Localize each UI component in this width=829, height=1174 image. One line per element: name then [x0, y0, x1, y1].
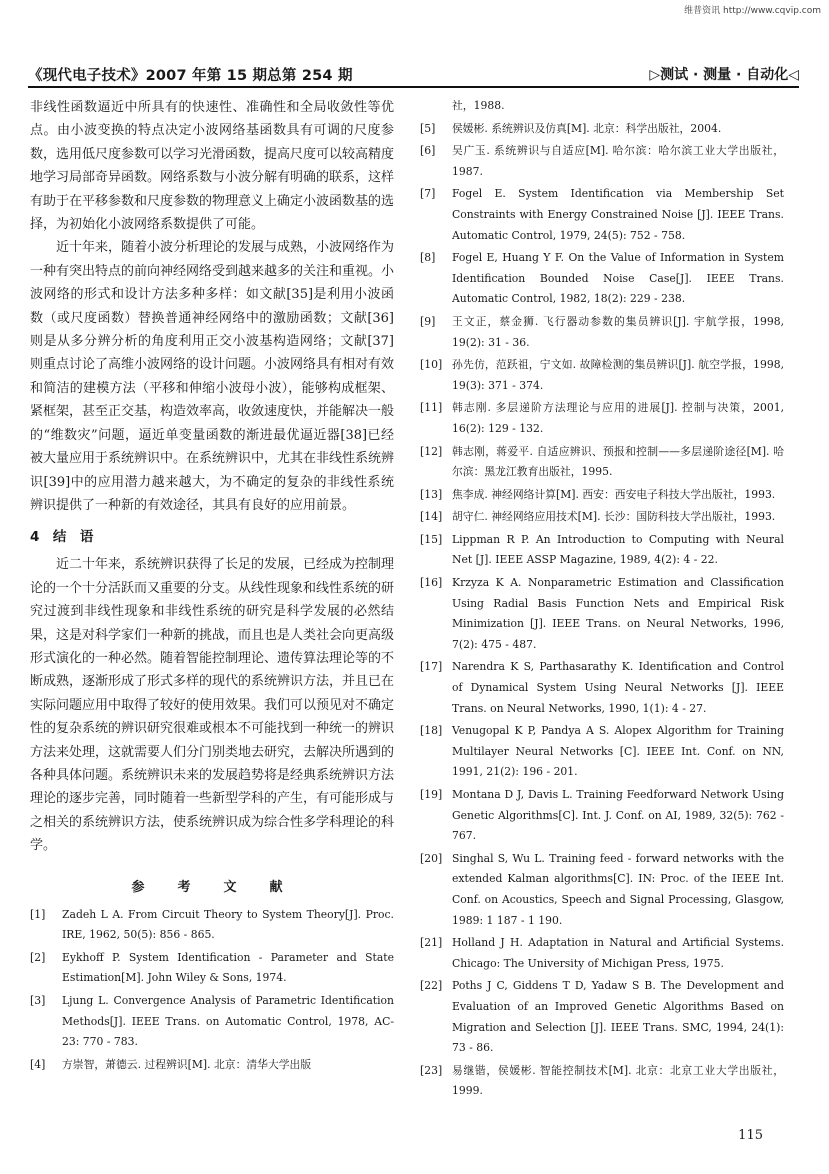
reference-number: [23] — [420, 1063, 443, 1077]
reference-entry — [420, 976, 784, 1058]
reference-entry — [420, 312, 784, 353]
reference-text: Narendra K S, Parthasarathy K. Identification and Control of Dynamical System Using Neural Networks [J]. IEEE Trans. on Neural Networks, 1990, 1(1): 4 - 27. — [452, 660, 784, 715]
reference-text: Montana D J, Davis L. Training Feedforward Network Using Genetic Algorithms[C]. Int. J. Conf. on AI, 1989, 32(5): 762 - 767. — [452, 788, 784, 843]
reference-entry — [30, 948, 394, 989]
reference-text: Zadeh L A. From Circuit Theory to System Theory[J]. Proc. IRE, 1962, 50(5): 856 - 865. — [62, 907, 394, 942]
page-number: 115 — [738, 1128, 763, 1143]
reference-number: [13] — [420, 487, 443, 501]
reference-entry — [420, 485, 784, 506]
reference-number: [5] — [420, 121, 436, 135]
reference-entry — [420, 96, 784, 117]
reference-text: 吴广玉. 系统辨识与自适应[M]. 哈尔滨：哈尔滨工业大学出版社，1987. — [452, 144, 784, 178]
reference-number: [15] — [420, 532, 443, 546]
reference-entry — [420, 785, 784, 847]
reference-entry — [420, 573, 784, 655]
reference-text: 韩志刚. 多层递阶方法理论与应用的进展[J]. 控制与决策，2001, 16(2): 129 - 132. — [452, 401, 784, 435]
reference-entry — [420, 849, 784, 931]
reference-entry — [420, 398, 784, 439]
reference-text: Fogel E, Huang Y F. On the Value of Information in System Identification Bounded Noise Case[J]. IEEE Trans. Automatic Control, 1982, 18(2): 229 - 238. — [452, 251, 784, 306]
reference-text: 胡守仁. 神经网络应用技术[M]. 长沙：国防科技大学出版社，1993. — [452, 510, 776, 524]
reference-number: [9] — [420, 314, 436, 328]
reference-text: 王文正，蔡金狮. 飞行器动参数的集员辨识[J]. 宇航学报，1998, 19(2): 31 - 36. — [452, 314, 784, 349]
reference-entry — [30, 905, 394, 946]
reference-number: [19] — [420, 788, 443, 801]
reference-number: [2] — [30, 950, 46, 964]
reference-entry — [30, 991, 394, 1053]
reference-text: 侯媛彬. 系统辨识及仿真[M]. 北京：科学出版社，2004. — [452, 121, 722, 135]
reference-entry — [420, 184, 784, 246]
reference-text: Singhal S, Wu L. Training feed - forward networks with the extended Kalman algorithms[C]. IN: Proc. of the IEEE Int. Conf. on Acoustics, Speech and Signal Processing, Glasgow, 1989: 1 187 - 1 190. — [452, 851, 784, 927]
reference-entry — [420, 721, 784, 783]
reference-text: 韩志刚，蒋爱平. 自适应辨识、预报和控制——多层递阶途径[M]. 哈尔滨：黑龙江教育出版社，1995. — [452, 444, 784, 479]
reference-text: Krzyza K A. Nonparametric Estimation and Classification Using Radial Basis Function Nets and Empirical Risk Minimization [J]. IEEE Trans. on Neural Networks, 1996, 7(2): 475 - 487. — [452, 576, 784, 651]
reference-number: [18] — [420, 724, 443, 738]
reference-text: Lippman R P. An Introduction to Computing with Neural Net [J]. IEEE ASSP Magazine, 1989, 4(2): 4 - 22. — [452, 532, 784, 567]
body-paragraph: 非线性函数逼近中所具有的快速性、准确性和全局收敛性等优点。由小波变换的特点决定小波网络基函数具有可调的尺度参数，选用低尺度参数可以学习光滑函数，提高尺度可以较高精度地学习局部奇异函数。网络系数与小波分解有明确的联系，这样有助于在平移参数和尺度参数的物理意义上确定小波函数基的选择，为初始化小波网络系数提供了可能。 — [30, 100, 395, 233]
reference-number: [6] — [420, 144, 436, 158]
reference-entry — [420, 119, 784, 140]
section-label: ▷测试 · 测量 · 自动化◁ — [649, 67, 799, 83]
reference-number: [12] — [420, 444, 443, 458]
section-heading: 4 结 语 — [30, 529, 94, 546]
reference-number: [14] — [420, 510, 443, 524]
reference-number: [20] — [420, 851, 443, 865]
reference-number: [1] — [30, 907, 46, 921]
reference-entry — [420, 530, 784, 571]
running-header — [28, 62, 799, 88]
watermark: 维普资讯 http://www.cqvip.com — [684, 6, 821, 16]
reference-entry — [420, 248, 784, 310]
reference-number: [17] — [420, 660, 443, 674]
reference-text: 孙先仿，范跃祖，宁文如. 故障检测的集员辨识[J]. 航空学报，1998, 19(3): 371 - 374. — [452, 358, 784, 392]
reference-number: [21] — [420, 936, 443, 950]
reference-number: [3] — [30, 993, 46, 1007]
references-heading: 参 考 文 献 — [131, 879, 293, 895]
body-paragraph: 近十年来，随着小波分析理论的发展与成熟，小波网络作为一种有突出特点的前向神经网络受到越来越多的关注和重视。小波网络的形式和设计方法多种多样：如文献[35]是利用小波函数（或尺度函数）替换普通神经网络中的激励函数；文献[36]则是从多分辨分析的角度利用正交小波基构造网络；文献[37]则重点讨论了高维小波网络的设计问题。小波网络具有相对有效和简洁的建模方法（平移和伸缩小波母小波），能够构成框架、紧框架，甚至正交基，构造效率高，收敛速度快，并能解决一般的“维数灾”问题，逼近单变量函数的渐进最优逼近器[38]已经被大量应用于系统辨识中。在系统辨识中，尤其在非线性系统辨识[39]中的应用潜力越来越大，为不确定的复杂的非线性系统辨识提供了一种新的有效途径，其具有良好的应用前景。 — [30, 240, 395, 513]
reference-number: [4] — [30, 1057, 46, 1071]
reference-number: [7] — [420, 187, 436, 201]
reference-entry — [420, 355, 784, 396]
reference-number: [8] — [420, 251, 436, 265]
reference-number: [22] — [420, 979, 443, 993]
reference-entry — [420, 442, 784, 483]
journal-issue: 《现代电子技术》2007 年第 15 期总第 254 期 — [28, 68, 353, 84]
reference-text: Holland J H. Adaptation in Natural and Artificial Systems. Chicago: The University of Michigan Press, 1975. — [452, 936, 784, 970]
reference-number: [10] — [420, 358, 443, 372]
reference-text: Venugopal K P, Pandya A S. Alopex Algorithm for Training Multilayer Neural Networks [C]. IEEE Int. Conf. on NN, 1991, 21(2): 196 - 201. — [452, 724, 784, 779]
reference-text: 易继锴，侯媛彬. 智能控制技术[M]. 北京：北京工业大学出版社，1999. — [452, 1063, 784, 1098]
left-column — [30, 96, 394, 1077]
right-column — [420, 96, 784, 1104]
reference-entry — [30, 1055, 394, 1076]
reference-number: [11] — [420, 401, 443, 415]
reference-entry — [420, 141, 784, 182]
reference-text: 焦李成. 神经网络计算[M]. 西安：西安电子科技大学出版社，1993. — [452, 487, 776, 501]
reference-text: Poths J C, Giddens T D, Yadaw S B. The Development and Evaluation of an Improved Genetic Algorithms Based on Migration and Selection [J]. IEEE Trans. SMC, 1994, 24(1): 73 - 86. — [452, 979, 784, 1055]
reference-text: Ljung L. Convergence Analysis of Parametric Identification Methods[J]. IEEE Trans. on Automatic Control, 1978, AC-23: 770 - 783. — [62, 993, 394, 1049]
reference-entry — [420, 1061, 784, 1102]
conclusion-paragraph: 近二十年来，系统辨识获得了长足的发展，已经成为控制理论的一个十分活跃而又重要的分支。从线性现象和线性系统的研究过渡到非线性现象和非线性系统的研究是科学发展的必然结果，这是对科学家们一种新的挑战，而且也是人类社会向更高级形式演化的一种必然。随着智能控制理论、遗传算法理论等的不断成熟，逐渐形成了形式多样的现代的系统辨识方法，并且已在实际问题应用中取得了较好的使用效果。我们可以预见对不确定性的复杂系统的辨识研究很难或根本不可能找到一种统一的辨识方法来处理，这就需要人们分门别类地去研究，去解决所遇到的各种具体问题。系统辨识未来的发展趋势将是经典系统辨识方法理论的逐步完善，同时随着一些新型学科的产生，有可能形成与之相关的系统辨识方法，使系统辨识成为综合性多学科理论的科学。 — [30, 557, 395, 854]
reference-text: Eykhoff P. System Identification - Parameter and State Estimation[M]. John Wiley & Sons, 1974. — [62, 950, 394, 985]
reference-text: 社，1988. — [452, 99, 505, 112]
reference-text: Fogel E. System Identification via Membership Set Constraints with Energy Constrained Noise [J]. IEEE Trans. Automatic Control, 1979, 24(5): 752 - 758. — [452, 187, 784, 242]
reference-number: [16] — [420, 576, 443, 590]
reference-entry — [420, 933, 784, 974]
reference-text: 方崇智，萧德云. 过程辨识[M]. 北京：清华大学出版 — [62, 1057, 312, 1071]
reference-entry — [420, 657, 784, 719]
reference-entry — [420, 507, 784, 528]
